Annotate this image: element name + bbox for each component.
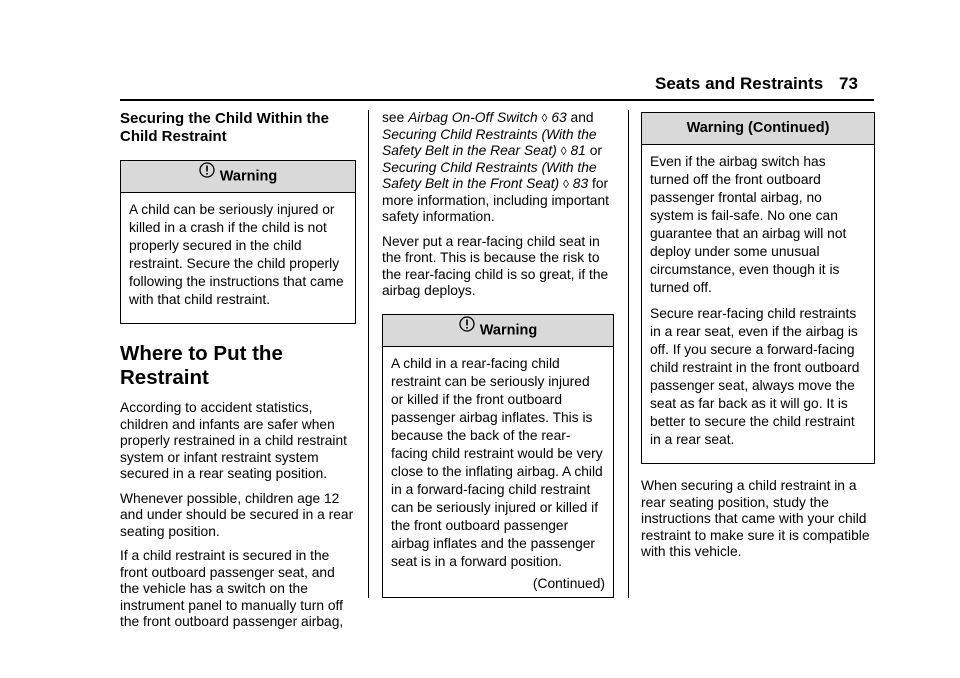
warning-title: Warning — [219, 168, 278, 185]
page-number: 73 — [839, 74, 858, 93]
column-3 — [641, 112, 875, 569]
xref-rear-seat[interactable]: Securing Child Restraints (With the Safety Belt in the Rear Seat) — [382, 126, 597, 158]
warning-header: Warning (Continued) — [642, 113, 874, 145]
warning-header — [383, 315, 613, 347]
warning-text: A child in a rear-facing child restraint can be seriously injured or killed if the front outboard passenger airbag inflates. This is because the back of the rear-facing child restraint would be very close to the inflating airbag. A child in a forward-facing child restraint can be seriously injured or killed if the front outboard passenger airbag inflates and the passenger seat is in a forward position. — [391, 355, 603, 569]
warning-box-continued — [641, 112, 875, 464]
text-or: or — [589, 143, 602, 158]
warning-body — [642, 145, 874, 463]
page-ref-icon: ◊ — [560, 144, 567, 158]
paragraph: Whenever possible, children age 12 and under should be secured in a rear seating position. — [120, 490, 354, 539]
reference-paragraph — [382, 110, 614, 226]
paragraph: According to accident statistics, children and infants are safer when properly restrained in a child restraint system or infant restraint system secured in a rear seating position. — [120, 400, 347, 481]
xref-page[interactable]: 81 — [570, 143, 586, 158]
warning-header — [121, 161, 355, 193]
paragraph: When securing a child restraint in a rear seating position, study the instructions that came with your child restraint to make sure it is compatible with this vehicle. — [641, 478, 870, 559]
page-ref-icon: ◊ — [541, 111, 548, 125]
section-title: Where to Put the Restraint — [120, 342, 283, 389]
continued-label: (Continued) — [532, 575, 605, 591]
column-2 — [382, 110, 614, 598]
text-and: and — [570, 110, 594, 125]
warning-icon — [199, 159, 215, 190]
warning-body — [383, 347, 613, 597]
text-see: see — [382, 110, 405, 125]
column-1 — [120, 110, 356, 639]
page-ref-icon: ◊ — [563, 177, 569, 191]
xref-airbag-switch[interactable]: Airbag On-Off Switch — [408, 110, 538, 125]
paragraph: Never put a rear-facing child seat in the front. This is because the risk to the rear-facing child is so great, if the airbag deploys. — [382, 233, 609, 298]
warning-box-2 — [382, 314, 614, 598]
xref-page[interactable]: 83 — [572, 176, 589, 191]
warning-box-1 — [120, 160, 356, 324]
warning-body — [121, 193, 355, 323]
xref-front-seat[interactable]: Securing Child Restraints (With the Safety Belt in the Front Seat) — [382, 159, 597, 191]
text-tail: for more information, including important safety information. — [382, 176, 609, 224]
page-header-title: Seats and Restraints — [655, 74, 824, 93]
xref-page[interactable]: 63 — [551, 110, 567, 125]
subsection-heading: Securing the Child Within the Child Restraint — [120, 110, 330, 145]
paragraph: If a child restraint is secured in the front outboard passenger seat, and the vehicle has a switch on the instrument panel to manually turn off the front outboard passenger airbag, — [120, 548, 344, 629]
warning-text: Secure rear-facing child restraints in a rear seat, even if the airbag is off. If you secure a forward-facing child restraint in the front outboard passenger seat, always move the seat as far back as it will go. It is better to secure the child restraint in a rear seat. — [650, 306, 860, 447]
column-divider-1 — [368, 110, 369, 598]
header-rule — [120, 99, 874, 101]
warning-title: Warning — [479, 321, 538, 338]
warning-text: A child can be seriously injured or killed in a crash if the child is not properly secured in the child restraint. Secure the child properly following the instructions that came with that child restraint. — [129, 202, 344, 307]
warning-text: Even if the airbag switch has turned off the front outboard passenger frontal airbag, no system is fail-safe. No one can guarantee that an airbag will not deploy under some unusual circumstance, even though it is turned off. — [650, 154, 847, 295]
warning-icon — [459, 313, 475, 344]
column-divider-2 — [628, 110, 629, 598]
